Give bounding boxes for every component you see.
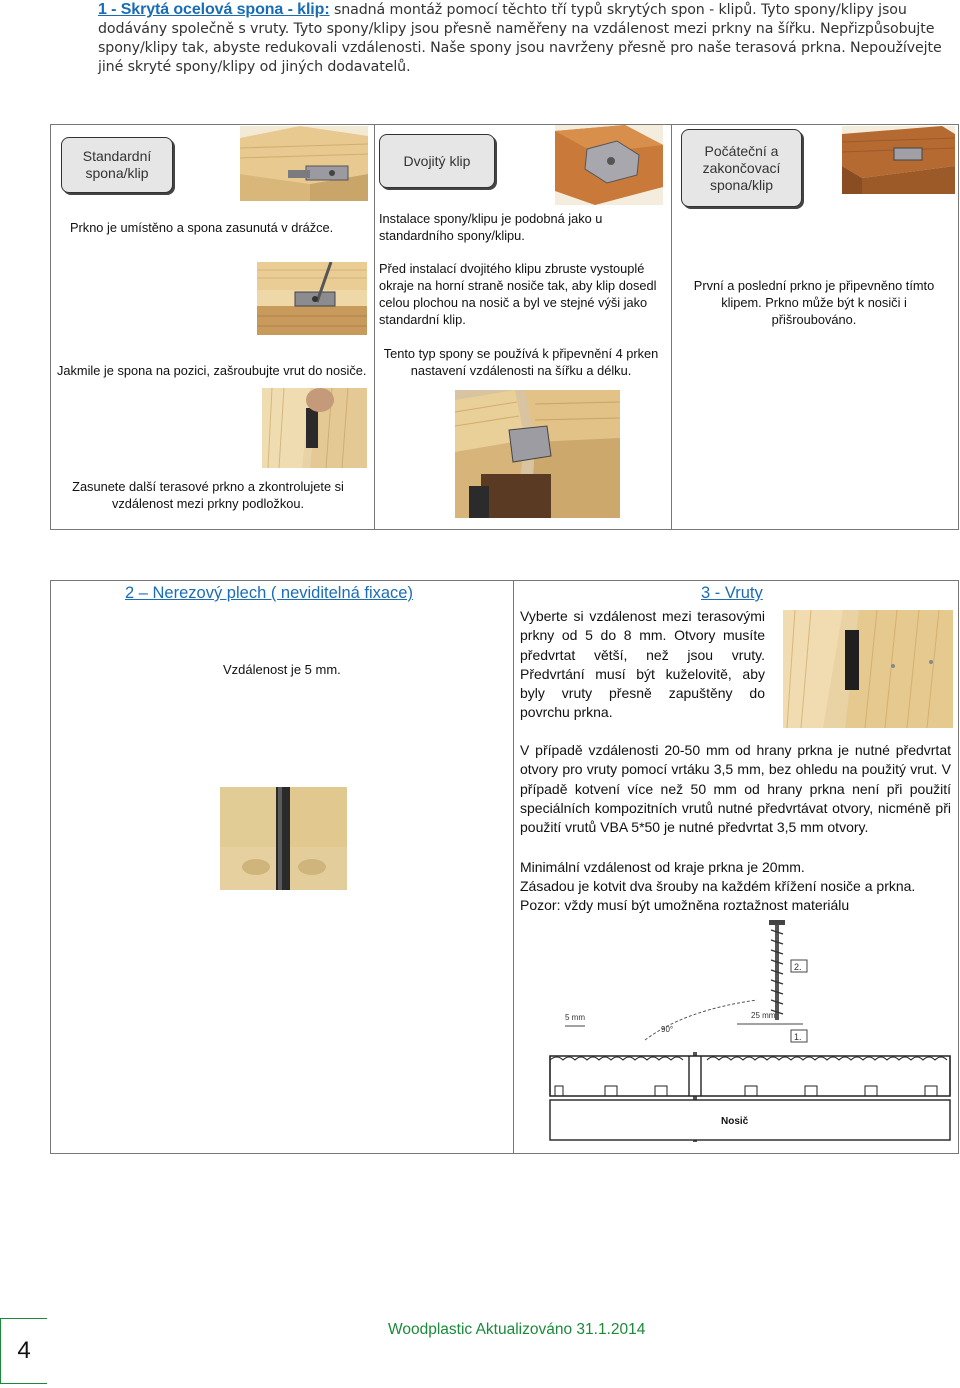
double-clip-text2: Před instalací dvojitého klipu zbruste vystouplé okraje na horní straně nosiče tak, aby klip dosedl celou plochou na nosič a byl ve stejné výši jako standardní klip.	[379, 261, 657, 327]
intro-text: snadná montáž pomocí těchto tří typů skrytých spon - klipů. Tyto spony/klipy jsou dodávány společně s vruty. Tyto spony/klipy jsou přesně naměřeny na vzdálenost mezi prkny na šířku. Nepřizpůsobujte spony/klipy tak, abyste redukovali vzdálenosti. Naše spony jsou navrženy přesně pro naše terasová prkna. Nepoužívejte jiné skryté spony/klipy od jiných dodavatelů.	[98, 2, 942, 75]
screws-paragraph-2: V případě vzdálenosti 20-50 mm od hrany prkna je nutné předvrtat otvory pro vruty pomocí vrtáku 3,5 mm, bez ohledu na použitý vrut. V případě kotvení více než 50 mm od hrany prkna není při použití speciálních kompozitních vrutů nutné předvrtávat otvory, nicméně při použití vrutů VBA 5*50 je nutné předvrtat 3,5 mm otvory.	[520, 742, 951, 836]
double-clip-text1: Instalace spony/klipu je podobná jako u standardního spony/klipu.	[379, 211, 603, 243]
standard-clip-photo	[240, 126, 368, 201]
screws-paragraph-5: Pozor: vždy musí být umožněna roztažnost materiálu	[520, 897, 850, 913]
double-clip-text3: Tento typ spony se používá k připevnění 4 prken nastavení vzdálenosti na šířku a délku.	[383, 346, 659, 378]
four-board-joint-photo	[455, 390, 620, 518]
page-number	[0, 1318, 47, 1384]
standard-step3-text: Zasunete další terasové prkno a zkontrolujete si vzdálenost mezi prkny podložkou.	[72, 479, 344, 511]
spacer-check-photo	[262, 388, 367, 468]
column-divider	[671, 125, 672, 529]
joist-label: Nosič	[721, 1116, 749, 1127]
section1-heading: 1 - Skrytá ocelová spona - klip:	[98, 1, 330, 18]
page-number-text: 4	[17, 1337, 31, 1364]
double-clip-photo	[555, 125, 663, 205]
footer-text: Woodplastic Aktualizováno 31.1.2014	[388, 1321, 646, 1338]
screws-paragraph-4: Zásadou je kotvit dva šrouby na každém křížení nosiče a prkna.	[520, 878, 916, 894]
standard-step2-text: Jakmile je spona na pozici, zašroubujte vrut do nosiče.	[57, 363, 367, 378]
dim-5mm: 5 mm	[565, 1013, 585, 1022]
step1-marker: 1.	[794, 1032, 802, 1042]
intro-paragraph	[98, 0, 958, 77]
column-divider	[374, 125, 375, 529]
double-clip-label	[379, 134, 495, 188]
stainless-plate-title: 2 – Nerezový plech ( neviditelná fixace)	[125, 584, 413, 602]
start-end-clip-text: První a poslední prkno je připevněno tímto klipem. Prkno může být k nosiči i přišroubováno.	[693, 278, 935, 327]
start-end-clip-label-text: Počáteční a zakončovací spona/klip	[702, 142, 781, 193]
start-end-clip-label	[681, 129, 802, 207]
screw-into-joist-photo	[257, 262, 367, 335]
standard-clip-label	[61, 137, 173, 193]
double-clip-label-text: Dvojitý klip	[403, 152, 471, 169]
joist	[550, 1100, 950, 1140]
board-profile	[550, 1056, 950, 1096]
screws-title: 3 - Vruty	[701, 584, 763, 602]
stainless-plate-text: Vzdálenost je 5 mm.	[223, 662, 341, 677]
start-end-clip-photo	[842, 126, 955, 194]
standard-clip-label-text: Standardní spona/klip	[82, 148, 152, 181]
screw-installation-diagram	[545, 920, 955, 1150]
angle-label: 90°	[661, 1025, 674, 1034]
dim-25mm: 25 mm	[751, 1011, 776, 1020]
screws-paragraph-3: Minimální vzdálenost od kraje prkna je 20mm.	[520, 859, 805, 875]
standard-step1-text: Prkno je umístěno a spona zasunutá v drážce.	[70, 220, 334, 235]
screws-photo	[783, 610, 953, 728]
screws-paragraph-1: Vyberte si vzdálenost mezi terasovými prkny od 5 do 8 mm. Otvory musíte předvrtat větší, než jsou vruty. Předvrtání musí být kuželovitě, aby byly vruty přesně zapuštěny do povrchu prkna.	[520, 608, 765, 721]
step2-marker: 2.	[794, 962, 802, 972]
stainless-plate-photo	[220, 787, 347, 890]
